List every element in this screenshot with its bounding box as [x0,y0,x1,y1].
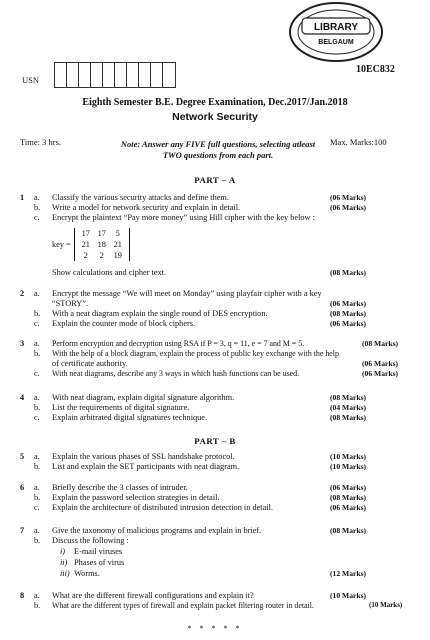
question-sub: b. [34,493,41,502]
question-text: What are the different firewall configurations and explain it? [52,591,254,600]
question-marks: (08 Marks) [362,339,399,348]
question-marks: (08 Marks) [330,493,367,502]
part-a-heading: PART – A [194,175,236,185]
time-duration: Time: 3 hrs. [20,137,62,147]
question-sub: a. [34,339,40,348]
question-text: Explain the architecture of distributed intrusion detection in detail. [52,503,273,512]
question-text: With the help of a block diagram, explain the process of public key exchange with the help [52,349,339,358]
question-number: 6 [20,483,25,492]
question-text: With neat diagram, explain digital signature algorithm. [52,393,235,402]
matrix-cell: 17 [81,229,90,238]
question-sub: b. [34,462,41,471]
question-marks: (08 Marks) [330,526,367,535]
question-marks: (06 Marks) [330,503,367,512]
matrix-cell: 2 [83,251,88,260]
question-text: Encrypt the message “We will meet on Monday” using playfair cipher with a key [52,289,322,298]
usn-box [127,63,139,87]
question-number: 5 [20,452,25,461]
question-sub: b. [34,403,41,412]
matrix-cell: 17 [97,229,106,238]
usn-box [79,63,91,87]
library-stamp [288,2,384,66]
matrix-cell: 19 [113,251,122,260]
question-sub: c. [34,413,40,422]
question-sub: c. [34,369,40,378]
question-text: With neat diagrams, describe any 3 ways in which hash functions can be used. [52,369,300,378]
roman-numeral: i) [60,547,66,556]
question-sub: c. [34,319,40,328]
question-sub: a. [34,393,40,402]
matrix-cell: 21 [113,240,122,249]
subject-code: 10EC832 [356,64,395,75]
question-sub: a. [34,452,40,461]
question-number: 2 [20,289,25,298]
question-sub: b. [34,601,41,610]
key-matrix-label: key = [52,240,71,249]
usn-boxes [54,62,176,88]
question-text: Give the taxonomy of malicious programs and explain in brief. [52,526,262,535]
usn-box [67,63,79,87]
question-number: 3 [20,339,25,348]
question-text-cont: of certificate authority. [52,359,128,368]
question-text: Discuss the following : [52,536,129,545]
matrix-cell: 21 [81,240,90,249]
question-sub: a. [34,289,40,298]
question-marks: (08 Marks) [330,393,367,402]
sublist-item [60,558,124,567]
instructions-note: Note: Answer any FIVE full questions, selecting atleast TWO questions from each part. [120,139,316,160]
question-sub: b. [34,536,41,545]
question-sub: a. [34,483,40,492]
sublist-item [60,547,122,556]
question-text: Classify the various security attacks and define them. [52,193,229,202]
question-sub: b. [34,349,41,358]
question-sub: b. [34,309,41,318]
subject-title: Network Security [172,111,258,123]
matrix-cell: 5 [115,229,120,238]
usn-box [163,63,175,87]
question-marks: (06 Marks) [330,319,367,328]
usn-box [151,63,163,87]
question-text: Perform encryption and decryption using RSA if P = 3, q = 11, e = 7 and M = 5. [52,339,305,348]
question-text: List and explain the SET participants with neat diagram. [52,462,240,471]
matrix-grid [74,228,130,261]
question-text-cont: “STORY”. [52,299,89,308]
roman-numeral: ii) [60,558,68,567]
question-marks: (06 Marks) [362,359,399,368]
question-marks: (10 Marks) [330,591,367,600]
question-marks: (08 Marks) [330,268,367,277]
question-text: List the requirements of digital signature. [52,403,190,412]
question-marks: (06 Marks) [330,299,367,308]
question-marks: (04 Marks) [330,403,367,412]
question-text: Briefly describe the 3 classes of intruder. [52,483,188,492]
question-text: Explain the various phases of SSL handshake protocol. [52,452,235,461]
question-text: Explain the counter mode of block ciphers. [52,319,196,328]
question-text: Write a model for network security and explain in detail. [52,203,241,212]
question-text: Encrypt the plaintext “Pay more money” using Hill cipher with the key below : [52,213,315,222]
usn-box [115,63,127,87]
roman-numeral: iii) [60,569,70,578]
matrix-cell: 2 [99,251,104,260]
question-marks: (08 Marks) [330,413,367,422]
key-matrix [52,228,130,261]
sublist-text: E-mail viruses [74,547,123,556]
part-b-heading: PART – B [194,436,236,446]
question-number: 1 [20,193,25,202]
question-marks: (08 Marks) [330,309,367,318]
stamp-top-text: LIBRARY [313,22,359,33]
question-sub: b. [34,203,41,212]
stamp-bottom-text: BELGAUM [318,39,354,46]
question-sub: a. [34,193,40,202]
question-text: What are the different types of firewall and explain packet filtering router in detail. [52,601,314,610]
question-marks: (06 Marks) [330,203,367,212]
exam-title: Eighth Semester B.E. Degree Examination, Dec.2017/Jan.2018 [82,97,348,108]
question-sub: a. [34,526,40,535]
sublist-text: Phases of virus [74,558,125,567]
question-sub: a. [34,591,40,600]
question-marks: (06 Marks) [330,193,367,202]
question-number: 7 [20,526,25,535]
question-marks: (06 Marks) [330,483,367,492]
question-text: With a neat diagram explain the single round of DES encryption. [52,309,268,318]
usn-label: USN [22,75,40,85]
question-text: Show calculations and cipher text. [52,268,167,277]
question-text: Explain the password selection strategies in detail. [52,493,220,502]
question-number: 4 [20,393,25,402]
question-sub: c. [34,503,40,512]
max-marks: Max. Marks:100 [330,137,387,147]
usn-box [91,63,103,87]
question-marks: (10 Marks) [330,452,367,461]
question-number: 8 [20,591,25,600]
question-marks: (10 Marks) [369,601,403,609]
matrix-cell: 18 [97,240,106,249]
usn-box [55,63,67,87]
footer-stars: * * * * * [187,624,243,633]
sublist-text: Worms. [74,569,100,578]
question-marks: (10 Marks) [330,462,367,471]
question-sub: c. [34,213,40,222]
usn-box [139,63,151,87]
question-marks: (12 Marks) [330,569,367,578]
question-marks: (06 Marks) [362,369,399,378]
sublist-item [60,569,100,578]
usn-box [103,63,115,87]
question-text: Explain arbitrated digital signatures technique. [52,413,208,422]
